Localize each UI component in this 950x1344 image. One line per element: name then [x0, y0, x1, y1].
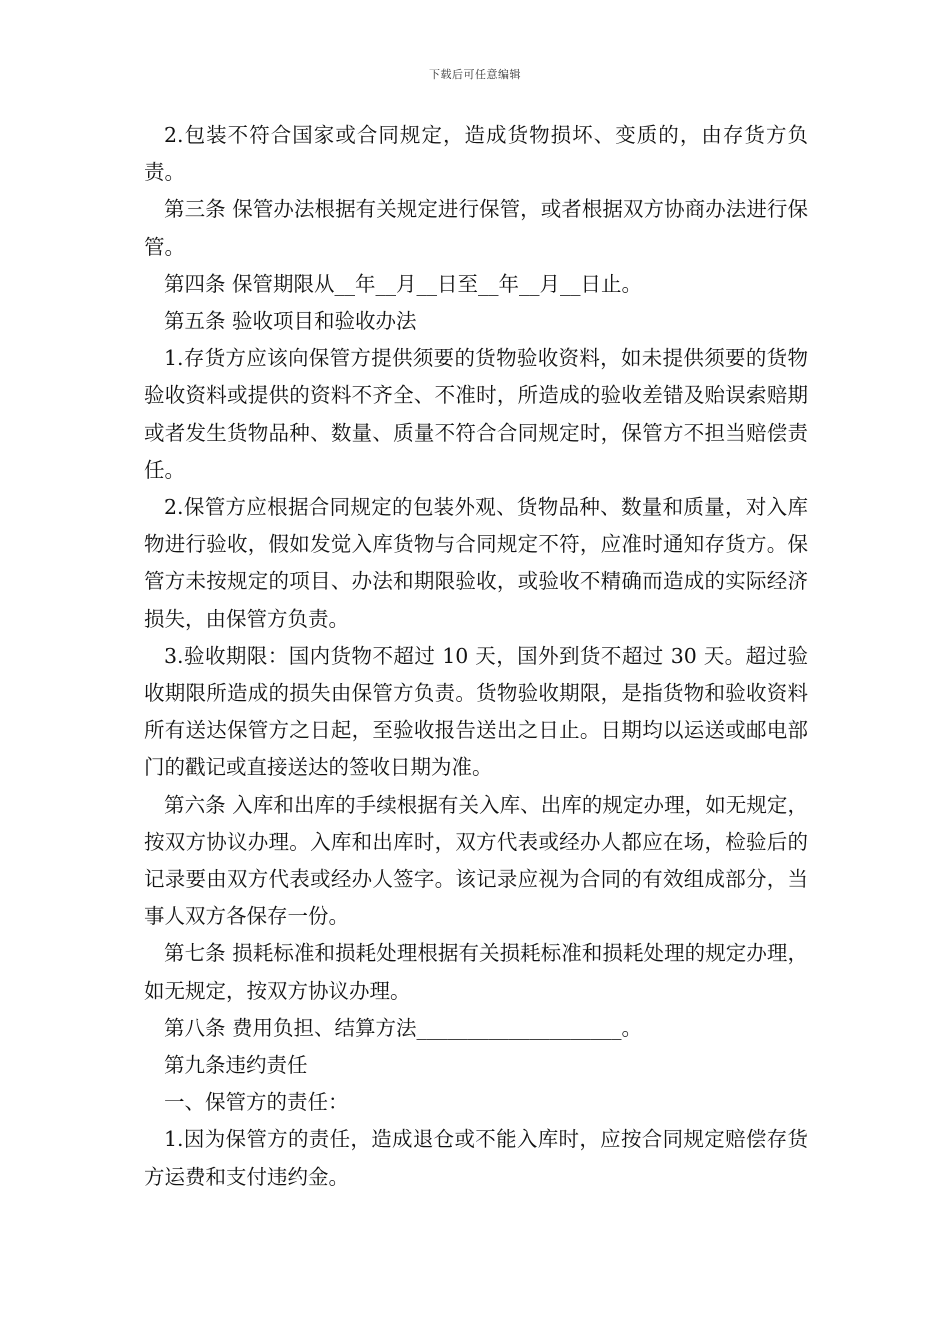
paragraph-keeper-duties-item-1: 1.因为保管方的责任，造成退仓或不能入库时，应按合同规定赔偿存货方运费和支付违约金。: [144, 1127, 808, 1189]
paragraph-article-5-heading: 第五条 验收项目和验收办法: [164, 309, 417, 334]
document-body: [144, 117, 808, 1196]
paragraph-article-5-item-2: 2.保管方应根据合同规定的包装外观、货物品种、数量和质量，对入库物进行验收，假如发觉入库货物与合同规定不符，应准时通知存货方。保管方未按规定的项目、办法和期限验收，或验收不精确而造成的实际经济损失，由保管方负责。: [144, 495, 808, 631]
paragraph-article-5-item-3: 3.验收期限：国内货物不超过 10 天，国外到货不超过 30 天。超过验收期限所造成的损失由保管方负责。货物验收期限，是指货物和验收资料所有送达保管方之日起，至验收报告送出之日止。日期均以运送或邮电部门的戳记或直接送达的签收日期为准。: [144, 643, 808, 780]
paragraph-article-5-item-1: 1.存货方应该向保管方提供须要的货物验收资料，如未提供须要的货物验收资料或提供的资料不齐全、不准时，所造成的验收差错及贻误索赔期或者发生货物品种、数量、质量不符合合同规定时，保管方不担当赔偿责任。: [144, 346, 808, 482]
paragraph-article-7: 第七条 损耗标准和损耗处理根据有关损耗标准和损耗处理的规定办理，如无规定，按双方协议办理。: [144, 941, 808, 1003]
paragraph-keeper-duties-heading: 一、保管方的责任：: [164, 1090, 349, 1115]
paragraph-article-8: 第八条 费用负担、结算方法____________________。: [164, 1015, 643, 1040]
paragraph-article-6: 第六条 入库和出库的手续根据有关入库、出库的规定办理，如无规定，按双方协议办理。入库和出库时，双方代表或经办人都应在场，检验后的记录要由双方代表或经办人签字。该记录应视为合同的有效组成部分，当事人双方各保存一份。: [144, 792, 808, 929]
paragraph-article-3: 第三条 保管办法根据有关规定进行保管，或者根据双方协商办法进行保管。: [144, 197, 808, 259]
paragraph-article-4: 第四条 保管期限从__年__月__日至__年__月__日止。: [164, 271, 643, 296]
paragraph-packaging-liability: 2.包装不符合国家或合同规定，造成货物损坏、变质的，由存货方负责。: [144, 123, 808, 185]
page-header: 下载后可任意编辑: [429, 68, 521, 81]
paragraph-article-9-heading: 第九条违约责任: [164, 1053, 308, 1078]
